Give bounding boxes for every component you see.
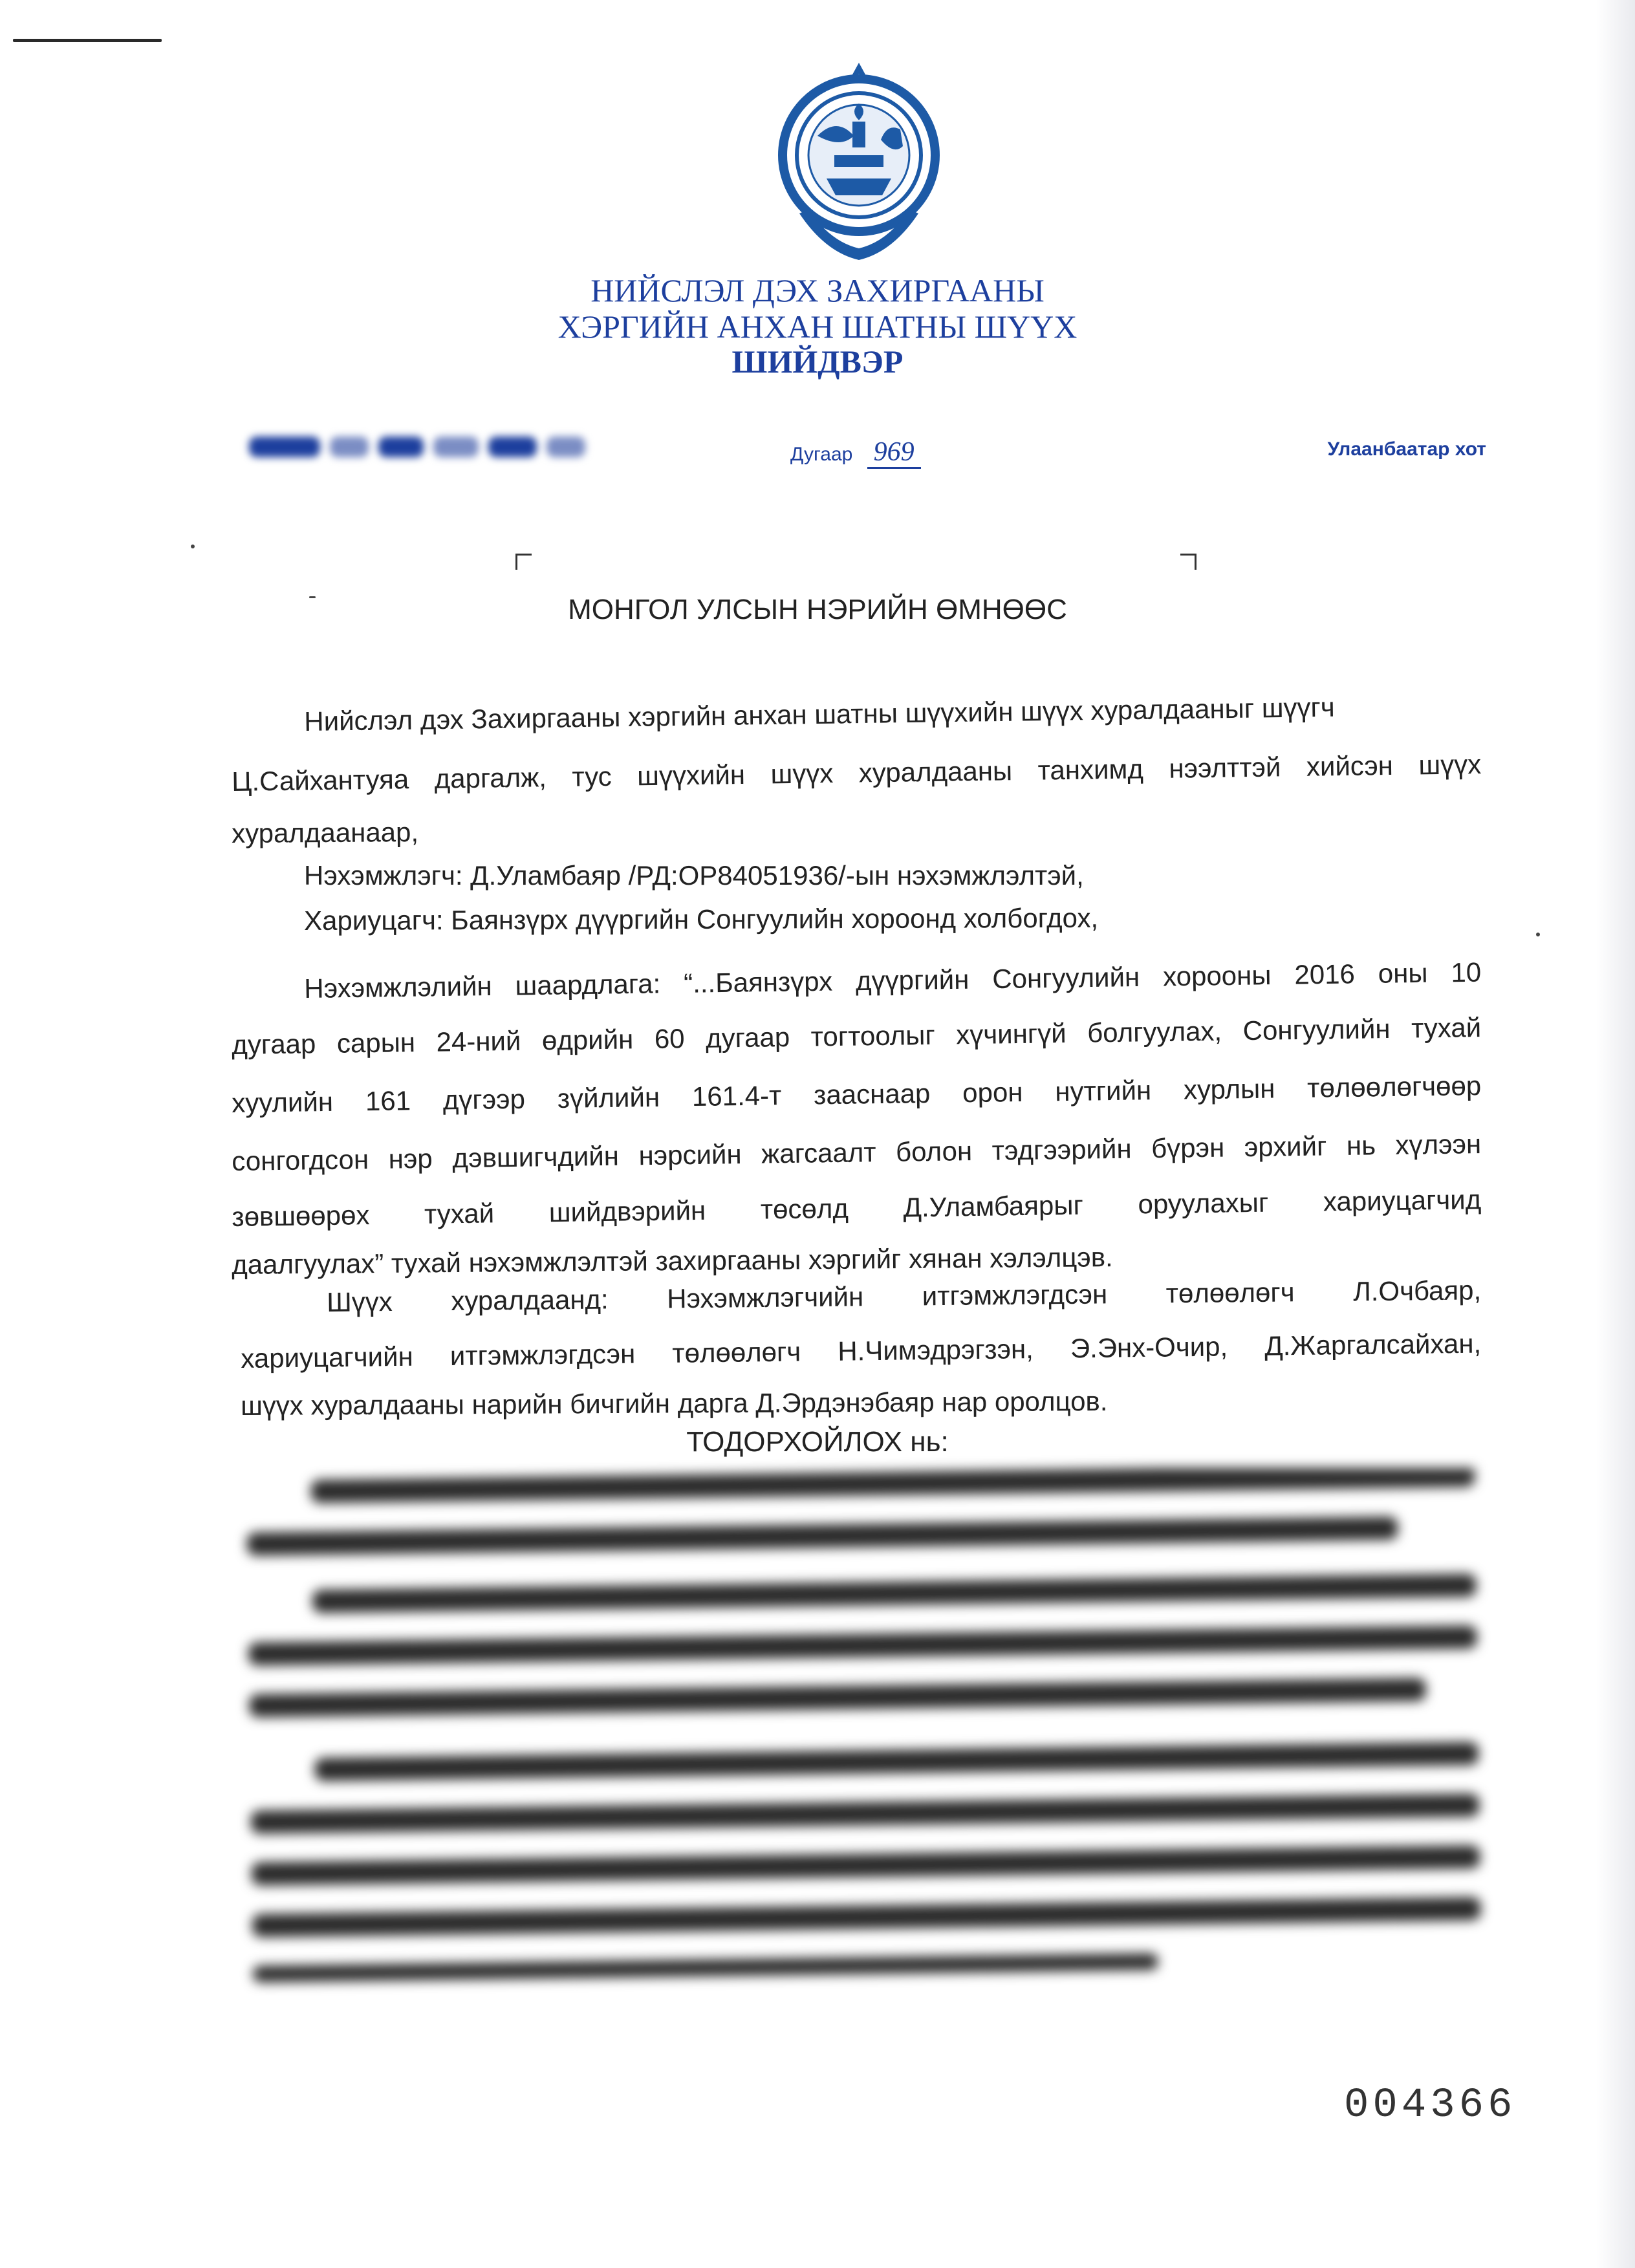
body-line: Хариуцагч: Баянзүрх дүүргийн Сонгуулийн хороонд холбогдох, — [304, 902, 1099, 936]
serial-number: 004366 — [1344, 2082, 1517, 2129]
body-line: шүүх хуралдааны нарийн бичгийн дарга Д.Эрдэнэбаяр нар оролцов. — [241, 1385, 1108, 1421]
body-line: хуулийн 161 дүгээр зүйлийн 161.4-т зааснаар орон нутгийн хурлын төлөөлөгчөөр — [232, 1070, 1482, 1118]
body-line: Шүүх хуралдаанд: Нэхэмжлэгчийн итгэмжлэгдсэн төлөөлөгч Л.Очбаяр, — [327, 1275, 1482, 1317]
address-bracket-right — [1180, 554, 1196, 570]
scan-speck — [309, 596, 316, 598]
body-line: Нэхэмжлэлийн шаардлага: “...Баянзүрх дүүргийн Сонгуулийн хорооны 2016 оны 10 — [304, 956, 1482, 1004]
decision-number — [790, 437, 921, 468]
decision-number-label: Дугаар — [790, 444, 853, 465]
scan-speck — [1536, 933, 1540, 936]
decision-number-value: 969 — [867, 437, 921, 469]
body-line: сонгогдсон нэр дэвшигчдийн нэрсийн жагсаалт болон тэдгээрийн бүрэн эрхийг нь хүлээн — [232, 1129, 1482, 1176]
body-line: дугаар сарын 24-ний өдрийн 60 дугаар тогтоолыг хүчингүй болгуулах, Сонгуулийн тухай — [232, 1012, 1482, 1060]
body-line: зөвшөөрөх тухай шийдвэрийн төсөлд Д.Уламбаярыг оруулахыг хариуцагчид — [232, 1184, 1482, 1232]
body-line: хариуцагчийн итгэмжлэгдсэн төлөөлөгч Н.Чимэдрэгзэн, Э.Энх-Очир, Д.Жаргалсайхан, — [241, 1328, 1482, 1374]
body-line: Нэхэмжлэгч: Д.Уламбаяр /РД:ОР84051936/-ын нэхэмжлэлтэй, — [304, 860, 1084, 891]
state-emblem-icon — [762, 58, 956, 272]
body-line: хуралдаанаар, — [232, 816, 419, 848]
document-type: ШИЙДВЭР — [731, 343, 904, 380]
court-name-line2: ХЭРГИЙН АНХАН ШАТНЫ ШҮҮХ — [558, 308, 1077, 345]
section-heading: ТОДОРХОЙЛОХ нь: — [686, 1426, 949, 1458]
body-line: Ц.Сайхантуяа даргалж, тус шүүхийн шүүх хуралдааны танхимд нээлттэй хийсэн шүүх — [232, 749, 1482, 797]
scan-speck — [191, 545, 195, 548]
court-name-line1: НИЙСЛЭЛ ДЭХ ЗАХИРГААНЫ — [590, 272, 1045, 308]
body-line: Нийслэл дэх Захиргааны хэргийн анхан шатны шүүхийн шүүх хуралдааныг шүүгч — [304, 691, 1335, 737]
body-line: даалгуулах” тухай нэхэмжлэлтэй захиргааны хэргийг хянан хэлэлцэв. — [232, 1242, 1113, 1280]
redacted-paragraphs — [233, 1468, 1494, 1985]
page-heading: МОНГОЛ УЛСЫН НЭРИЙН ӨМНӨӨС — [568, 594, 1067, 625]
address-bracket-left — [515, 554, 532, 570]
redacted-date — [249, 430, 621, 468]
city-label: Улаанбаатар хот — [1327, 438, 1486, 460]
scan-mark — [13, 39, 162, 42]
